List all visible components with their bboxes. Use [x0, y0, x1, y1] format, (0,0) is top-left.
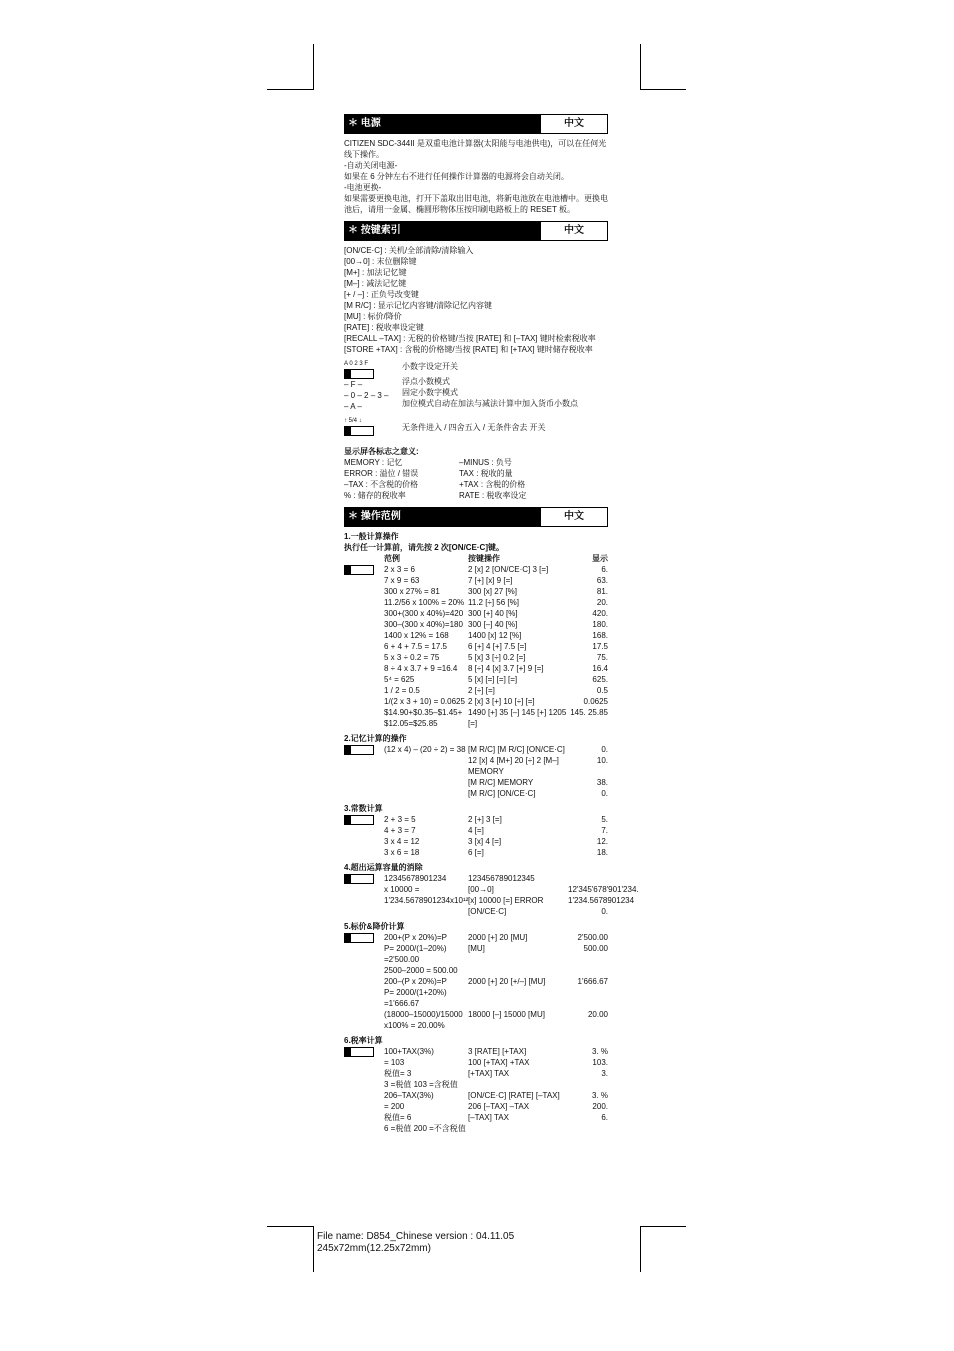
example-cell: 100+TAX(3%): [384, 1047, 434, 1056]
table-row: [344, 825, 608, 836]
switch-icon: [344, 933, 374, 943]
crop-mark: [313, 44, 314, 90]
symbol-item: MEMORY : 记忆: [344, 458, 403, 467]
table-row: [344, 1101, 608, 1112]
symbol-item: TAX : 税收的量: [459, 469, 513, 478]
paragraph: CITIZEN SDC-344II 是双重电池计算器(太阳能与电池供电)，可以在任何光线下操作。: [344, 139, 607, 159]
crop-mark: [640, 1226, 641, 1272]
display-cell: 6.: [601, 565, 608, 574]
symbol-item: –MINUS : 负号: [459, 458, 512, 467]
display-cell: 6.: [601, 1113, 608, 1122]
keys-cell: [M R/C] [M R/C] [ON/CE·C]: [468, 745, 565, 754]
example-cell: 1 / 2 = 0.5: [384, 686, 420, 695]
display-cell: [568, 1079, 608, 1090]
example-cell: 1/(2 x 3 + 10) = 0.0625: [384, 697, 465, 706]
example-cell: 2 x 3 = 6: [384, 565, 415, 574]
table-row: [344, 906, 608, 917]
keys-cell: 2000 [+] 20 [+/–] [MU]: [468, 977, 546, 986]
keys-cell: [468, 965, 568, 976]
display-cell: 63.: [596, 576, 608, 585]
table-row: [344, 895, 635, 906]
table-row: [344, 873, 608, 884]
table-row: [344, 777, 608, 788]
key-item: [M+] : 加法记忆键: [344, 268, 407, 277]
table-overflow: [344, 873, 639, 917]
display-cell: 3. %: [591, 1047, 608, 1056]
keys-cell: 123456789012345: [468, 874, 535, 883]
keys-cell: 8 [÷] 4 [x] 3.7 [+] 9 [=]: [468, 664, 544, 673]
decimal-switch-block: [344, 361, 608, 412]
symbol-item: RATE : 税收率设定: [459, 491, 527, 500]
switch-label: – F –: [344, 380, 363, 389]
keys-cell: 2 [÷] [=]: [468, 686, 495, 695]
example-cell: 5 x 3 ÷ 0.2 = 75: [384, 653, 440, 662]
display-cell: 18.: [596, 848, 608, 857]
display-cell: 103.: [592, 1058, 608, 1067]
example-cell: (18000–15000)/15000 x100% = 20.00%: [384, 1010, 463, 1030]
switch-icon: [344, 745, 374, 755]
display-cell: [568, 873, 608, 884]
language-label: 中文: [540, 114, 608, 134]
example-cell: 200–(P x 20%)=P: [384, 977, 447, 986]
crop-mark: [267, 1226, 314, 1227]
display-cell: 0.: [601, 907, 608, 916]
display-cell: 10.: [596, 756, 608, 765]
keys-cell: [M R/C] MEMORY: [468, 778, 534, 787]
header-keys: 按键操作: [468, 554, 500, 563]
keys-cell: 4 [=]: [468, 826, 484, 835]
display-cell: 625.: [592, 675, 608, 684]
table-row: [344, 1046, 608, 1057]
table-row: [344, 836, 608, 847]
table-row: [344, 1057, 608, 1068]
display-cell: [568, 1123, 608, 1134]
display-cell: [568, 987, 608, 1009]
table-row: [344, 847, 608, 858]
example-cell: 300 x 27% = 81: [384, 587, 440, 596]
footer-line: File name: D854_Chinese version : 04.11.05: [317, 1231, 515, 1242]
display-cell: 16.4: [592, 664, 608, 673]
display-cell: 75.: [596, 653, 608, 662]
keys-cell: [–TAX] TAX: [468, 1113, 509, 1122]
display-cell: 20.: [596, 598, 608, 607]
key-item: [RECALL –TAX] : 无税的价格键/当按 [RATE] 和 [–TAX] 键时检索税收率: [344, 334, 596, 343]
table-general: [344, 564, 608, 729]
keys-cell: 18000 [–] 15000 [MU]: [468, 1010, 545, 1019]
example-cell: 1'234.5678901234x10¹²: [384, 896, 469, 905]
keys-cell: 3 [x] 4 [=]: [468, 837, 502, 846]
example-cell: [384, 755, 468, 777]
table-row: [344, 619, 608, 630]
table-row: [344, 744, 608, 755]
example-cell: P= 2000/(1–20%) =2'500.00: [384, 944, 447, 964]
keys-cell: [ON/CE·C] [RATE] [–TAX]: [468, 1091, 560, 1100]
key-item: [M–] : 减法记忆键: [344, 279, 407, 288]
table-row: [344, 641, 608, 652]
display-cell: 38.: [596, 778, 608, 787]
section-title: ＊ 操作范例: [344, 507, 540, 527]
table-row: [344, 932, 608, 943]
keys-cell: 2 [x] 3 [+] 10 [÷] [=]: [468, 697, 535, 706]
table-row: [344, 965, 608, 976]
display-cell: 12.: [596, 837, 608, 846]
section-header-power: [344, 114, 608, 134]
keys-cell: 11.2 [÷] 56 [%]: [468, 598, 519, 607]
section-title: ＊ 电源: [344, 114, 540, 134]
display-cell: 20.00: [587, 1010, 608, 1019]
display-symbols: [344, 457, 608, 501]
table-row: [344, 943, 608, 965]
table-row: [344, 707, 608, 729]
section-title: ＊ 按键索引: [344, 221, 540, 241]
example-cell: x 10000 =: [384, 885, 420, 894]
switch-desc: 加位模式自动在加法与减法计算中加入货币小数点: [402, 399, 578, 408]
round-switch-block: [344, 418, 608, 436]
table-row: [344, 696, 608, 707]
example-cell: (12 x 4) – (20 ÷ 2) = 38: [384, 745, 466, 754]
keys-cell: 300 [–] 40 [%]: [468, 620, 518, 629]
subsection-note: 执行任一计算前，请先按 2 次[ON/CE·C]键。: [344, 543, 504, 552]
switch-icon: [344, 369, 374, 379]
section-header-examples: [344, 507, 608, 527]
power-text: [344, 138, 608, 215]
display-cell: 420.: [592, 609, 608, 618]
key-item: [00→0] : 末位删除键: [344, 257, 417, 266]
example-cell: [384, 777, 468, 788]
display-cell: 200.: [592, 1102, 608, 1111]
table-row: [344, 1009, 608, 1031]
example-cell: = 200: [384, 1102, 405, 1111]
display-cell: 3. %: [591, 1091, 608, 1100]
display-cell: 0.: [601, 745, 608, 754]
file-footer: [317, 1231, 514, 1255]
table-row: [344, 1068, 608, 1079]
example-cell: 200+(P x 20%)=P: [384, 933, 448, 942]
table-row: [344, 630, 608, 641]
keys-cell: 12 [x] 4 [M+] 20 [÷] 2 [M–] MEMORY: [468, 756, 559, 776]
symbol-item: +TAX : 含税的价格: [459, 480, 526, 489]
subsection-title: 3.常数计算: [344, 804, 383, 813]
table-row: [344, 608, 608, 619]
header-display: 显示: [592, 554, 608, 563]
symbol-item: ERROR : 溢位 / 错误: [344, 469, 419, 478]
crop-mark: [640, 1226, 686, 1227]
symbol-item: –TAX : 不含税的价格: [344, 480, 419, 489]
example-cell: 3 x 4 = 12: [384, 837, 420, 846]
table-markup: [344, 932, 608, 1031]
table-row: [344, 674, 608, 685]
display-cell: 7.: [601, 826, 608, 835]
keys-cell: 6 [=]: [468, 848, 484, 857]
switch-scale: A 0 2 3 F: [344, 361, 369, 367]
keys-cell: 300 [+] 40 [%]: [468, 609, 518, 618]
display-cell: 0.5: [596, 686, 608, 695]
switch-icon: [344, 565, 374, 575]
table-row: [344, 663, 608, 674]
table-header: [344, 553, 608, 564]
table-row: [344, 755, 608, 777]
example-cell: [384, 788, 468, 799]
switch-desc: 浮点小数模式: [402, 377, 450, 386]
example-cell: 税值= 3: [384, 1069, 412, 1078]
table-row: [344, 987, 608, 1009]
paragraph: -自动关闭电源-: [344, 161, 398, 170]
example-cell: 5⁴ = 625: [384, 675, 415, 684]
language-label: 中文: [540, 221, 608, 241]
keys-cell: [+TAX] TAX: [468, 1069, 510, 1078]
keys-cell: [00→0]: [468, 885, 494, 894]
keys-cell: 2 [+] 3 [=]: [468, 815, 502, 824]
example-cell: 300–(300 x 40%)=180: [384, 620, 463, 629]
display-cell: 500.00: [583, 944, 608, 953]
example-cell: 税值= 6: [384, 1113, 412, 1122]
display-cell: 2'500.00: [577, 933, 608, 942]
display-symbols-title: 显示屏各标志之意义:: [344, 447, 419, 456]
keys-cell: 2 [x] 2 [ON/CE·C] 3 [=]: [468, 565, 549, 574]
display-cell: 17.5: [592, 642, 608, 651]
footer-line: 245x72mm(12.25x72mm): [317, 1243, 431, 1254]
display-cell: [568, 965, 608, 976]
table-row: [344, 976, 608, 987]
subsection-title: 2.记忆计算的操作: [344, 734, 407, 743]
header-example: 范例: [384, 554, 400, 563]
example-cell: [384, 906, 468, 917]
table-row: [344, 1079, 608, 1090]
language-label: 中文: [540, 507, 608, 527]
keys-cell: 1490 [+] 35 [–] 145 [+] 1205 [=]: [468, 708, 567, 728]
switch-label: – A –: [344, 402, 362, 411]
switch-icon: [344, 426, 374, 436]
crop-mark: [267, 89, 314, 90]
example-cell: 2500–2000 = 500.00: [384, 966, 458, 975]
example-cell: 6 =税值 200 =不含税值: [384, 1124, 466, 1133]
key-item: [MU] : 标价/降价: [344, 312, 402, 321]
table-memory: [344, 744, 608, 799]
example-cell: 3 x 6 = 18: [384, 848, 420, 857]
example-cell: 11.2/56 x 100% = 20%: [384, 598, 465, 607]
key-index: [344, 245, 608, 355]
example-cell: 12345678901234: [384, 874, 447, 883]
display-cell: 180.: [592, 620, 608, 629]
key-item: [ON/CE·C] : 关机/全部清除/清除输入: [344, 246, 474, 255]
crop-mark: [313, 1226, 314, 1272]
example-cell: 300+(300 x 40%)=420: [384, 609, 464, 618]
display-cell: 1'666.67: [577, 977, 608, 986]
symbol-item: % : 储存的税收率: [344, 491, 406, 500]
table-tax: [344, 1046, 608, 1134]
switch-desc: 小数字设定开关: [402, 362, 458, 371]
subsection-title: 4.超出运算容量的消除: [344, 863, 423, 872]
table-row: [344, 586, 608, 597]
keys-cell: 5 [x] [=] [=] [=]: [468, 675, 518, 684]
display-cell: 1'234.5678901234: [568, 896, 635, 905]
keys-cell: [468, 987, 568, 1009]
display-cell: 12'345'678'901'234.: [568, 885, 639, 894]
table-row: [344, 597, 608, 608]
crop-mark: [640, 44, 641, 90]
display-cell: 5.: [601, 815, 608, 824]
key-item: [M R/C] : 显示记忆内容键/清除记忆内容键: [344, 301, 492, 310]
keys-cell: [MU]: [468, 944, 485, 953]
table-row: [344, 1090, 608, 1101]
key-item: [STORE +TAX] : 含税的价格键/当按 [RATE] 和 [+TAX] 键时储存税收率: [344, 345, 593, 354]
subsection-title: 1.一般计算操作: [344, 532, 399, 541]
table-row: [344, 575, 608, 586]
example-cell: = 103: [384, 1058, 405, 1067]
table-row: [344, 1123, 608, 1134]
switch-label: – 0 – 2 – 3 –: [344, 391, 389, 400]
keys-cell: [468, 1079, 568, 1090]
key-item: [RATE] : 税收率设定键: [344, 323, 424, 332]
paragraph: 如果在 6 分钟左右不进行任何操作计算器的电源将会自动关闭。: [344, 172, 569, 181]
keys-cell: 7 [+] [x] 9 [=]: [468, 576, 513, 585]
subsection-title: 5.标价&降价计算: [344, 922, 405, 931]
switch-icon: [344, 874, 374, 884]
crop-mark: [640, 89, 686, 90]
keys-cell: 5 [x] 3 [÷] 0.2 [=]: [468, 653, 526, 662]
keys-cell: [468, 1123, 568, 1134]
display-cell: 0.: [601, 789, 608, 798]
example-cell: 8 ÷ 4 x 3.7 + 9 =16.4: [384, 664, 458, 673]
display-cell: 3.: [601, 1069, 608, 1078]
switch-icon: [344, 1047, 374, 1057]
paragraph: 如果需要更换电池，打开下盖取出旧电池，将新电池放在电池槽中。更换电池后，请用一金属、椭圆形物体压按印刷电路板上的 RESET 板。: [344, 194, 608, 214]
table-constant: [344, 814, 608, 858]
section-header-keys: [344, 221, 608, 241]
example-cell: $14.90+$0.35–$1.45+ $12.05=$25.85: [384, 708, 463, 728]
display-cell: 0.0625: [583, 697, 608, 706]
table-row: [344, 884, 639, 895]
table-row: [344, 685, 608, 696]
example-cell: 7 x 9 = 63: [384, 576, 420, 585]
table-row: [344, 814, 608, 825]
example-cell: 3 =税值 103 =含税值: [384, 1080, 458, 1089]
keys-cell: [M R/C] [ON/CE·C]: [468, 789, 536, 798]
keys-cell: [ON/CE·C]: [468, 907, 507, 916]
example-cell: 206–TAX(3%): [384, 1091, 434, 1100]
keys-cell: 206 [–TAX] –TAX: [468, 1102, 530, 1111]
switch-desc: 固定小数字模式: [402, 388, 458, 397]
key-item: [+ / –] : 正负号改变键: [344, 290, 419, 299]
example-cell: P= 2000/(1+20%) =1'666.67: [384, 988, 447, 1008]
example-cell: 2 + 3 = 5: [384, 815, 416, 824]
paragraph: -电池更换-: [344, 183, 382, 192]
example-cell: 1400 x 12% = 168: [384, 631, 449, 640]
table-row: [344, 788, 608, 799]
switch-icon: [344, 815, 374, 825]
example-cell: 6 + 4 + 7.5 = 17.5: [384, 642, 447, 651]
keys-cell: 1400 [x] 12 [%]: [468, 631, 522, 640]
display-cell: 168.: [592, 631, 608, 640]
display-cell: 81.: [596, 587, 608, 596]
switch-desc: 无条件进入 / 四舍五入 / 无条件舍去 开关: [402, 423, 546, 432]
keys-cell: [x] 10000 [=] ERROR: [468, 896, 544, 905]
table-row: [344, 652, 608, 663]
keys-cell: 100 [+TAX] +TAX: [468, 1058, 530, 1067]
switch-scale: ↑ 5/4 ↓: [344, 418, 362, 424]
keys-cell: 3 [RATE] [+TAX]: [468, 1047, 527, 1056]
display-cell: 145. 25.85: [570, 708, 608, 717]
table-row: [344, 564, 608, 575]
keys-cell: 2000 [+] 20 [MU]: [468, 933, 528, 942]
table-row: [344, 1112, 608, 1123]
keys-cell: 6 [+] 4 [+] 7.5 [=]: [468, 642, 527, 651]
keys-cell: 300 [x] 27 [%]: [468, 587, 517, 596]
manual-page: [344, 114, 639, 1134]
subsection-title: 6.税率计算: [344, 1036, 383, 1045]
example-cell: 4 + 3 = 7: [384, 826, 416, 835]
